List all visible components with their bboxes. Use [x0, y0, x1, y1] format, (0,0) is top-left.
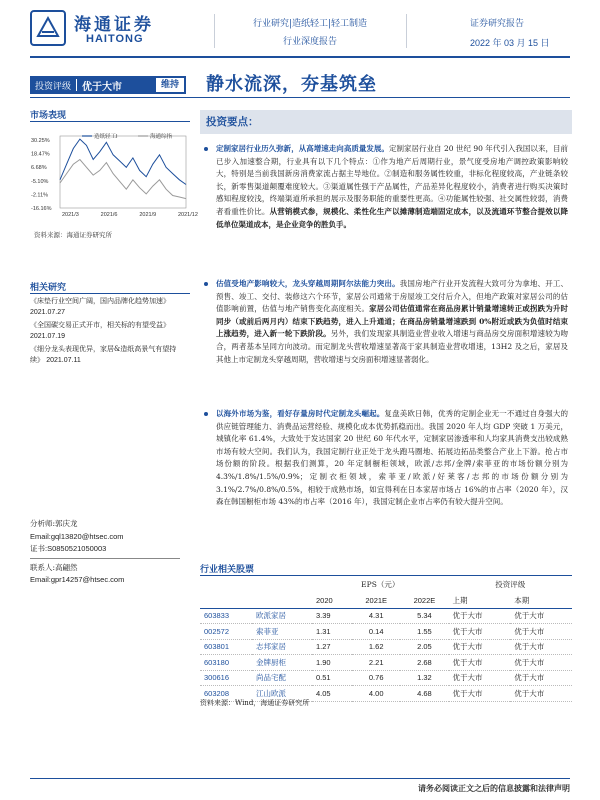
y-tick-label: -2.11%	[31, 192, 49, 199]
stock-name[interactable]: 索菲亚	[256, 626, 279, 636]
prev-rating: 优于大市	[452, 626, 483, 636]
year-header: 2020	[312, 593, 352, 609]
related-item-date: 2021.07.19	[30, 333, 66, 340]
rating-value: 优于大市	[82, 81, 123, 93]
haitong-logo-icon	[30, 10, 66, 46]
contact-name: 联系人:高翩然	[30, 562, 78, 572]
x-tick-label: 2021/3	[62, 212, 79, 218]
y-tick-label: -16.16%	[31, 206, 52, 212]
table-row	[200, 608, 572, 624]
related-heading: 相关研究	[30, 283, 67, 293]
eps-2022e: 1.55	[417, 626, 432, 636]
curr-rating-header: 本期	[510, 593, 572, 609]
prev-rating: 优于大市	[452, 673, 483, 683]
eps-2020: 1.31	[316, 626, 331, 636]
related-stocks-table	[200, 577, 572, 702]
prev-rating: 优于大市	[452, 657, 483, 667]
table-header-row	[200, 577, 572, 593]
eps-2020: 1.90	[316, 657, 331, 667]
related-item-date: 2021.07.27	[30, 309, 66, 316]
industry-path: 行业研究|造纸轻工|轻工制造	[252, 19, 368, 29]
contact-email[interactable]: Email:gpr14257@htsec.com	[30, 575, 125, 584]
disclaimer-text: 请务必阅读正文之后的信息披露和法律声明	[418, 783, 570, 793]
stock-code[interactable]: 603208	[204, 688, 230, 698]
rating-status: 维持	[156, 78, 184, 92]
investment-rating-bar	[30, 76, 186, 94]
stock-name[interactable]: 志邦家居	[256, 642, 286, 652]
related-item-title[interactable]: 《床垫行业空间广阔，国内品牌化趋势加速》	[30, 297, 170, 305]
series-line-1	[60, 139, 186, 184]
eps-2022e: 5.34	[417, 611, 432, 621]
haitong-logo	[30, 8, 180, 50]
key-point-1	[204, 143, 568, 231]
curr-rating: 优于大市	[514, 673, 545, 683]
report-date: 2022 年 03 月 15 日	[470, 38, 550, 48]
y-tick-label: -5.10%	[31, 178, 49, 185]
key-point-3	[204, 408, 568, 509]
eps-2020: 1.27	[316, 642, 331, 652]
header-divider	[214, 14, 215, 48]
analyst-info	[30, 518, 190, 587]
eps-column-header: EPS（元）	[361, 580, 400, 590]
curr-rating: 优于大市	[514, 626, 545, 636]
curr-rating: 优于大市	[514, 657, 545, 667]
title-rule	[30, 97, 570, 98]
report-label: 证券研究报告	[470, 19, 525, 29]
stock-code[interactable]: 603833	[204, 611, 230, 621]
related-heading-rule	[30, 293, 190, 294]
eps-2021e: 2.21	[368, 657, 384, 667]
market-chart-svg	[30, 130, 198, 220]
y-tick-label: 18.47%	[31, 151, 50, 158]
page-header	[0, 0, 600, 58]
key-point-text: 复盘美欧日韩，优秀的定制企业无一不通过自身强大的供应链管理能力、消费品运营经验、规模化成本优势抓稳而出。我国 2020 年人均 GDP 突破 1 万美元，城镇化率 61.4%，大致处于发达国家 20 世纪 60 年代水平，定制家居渗透率和人均家具消费支出较成熟市场有较大空间。我们认为，我国定制行业正处于龙头跑马圈地、拓展边拓品类整合产业上下游。抢占市场份额的阶段。根据我们测算，20 年定制橱柜领域，欧派/志邦/金牌/索菲亚的市场份额分别为 4.3%/1.8%/1.5%/0.9%；定制衣柜领域，索菲亚/欧派/好莱客/志邦的市场份额分别为 3.1%/2.7%/0.8%/0.5%，相较于成熟市场，如宜得利在日本家居市场占 16%的市占率（2020 年），汉森在韩国橱柜市场 43%的市占率（2016 年），我国定制企业市占率仍有较大提升空间。	[216, 409, 568, 507]
key-point-text: 另外，我们发现家具制造业营业收入增速与商品房交房面积增速较为吻合，两者基本呈同方向波动。而定制龙头营收增速显著高于家具制造业营收增速，13H2 及之后，家居及其他上市定制龙头穿越周期，营收增速与交房面积增速显著弱化。	[216, 329, 569, 364]
key-point-text: 我国房地产行业开发流程大致可分为拿地、开工、预售、竣工、交付、装修这六个环节，家居公司通常于房屋竣工交付后介入，但地产政策对家居公司的估值影响前置，估值与地产销售变化高度相关。	[216, 279, 568, 314]
eps-2021e: 1.62	[368, 642, 384, 652]
key-point-bold: 从营销模式参，规模化、柔性化生产以摊薄制造端固定成本，以及流通环节整合提效以降低单位渠道成本，是企业竞争的胜负手。	[216, 206, 569, 229]
table-subheader-row	[200, 593, 572, 609]
eps-2020: 4.05	[316, 688, 331, 698]
logo-chinese-name: 海通证券	[74, 15, 154, 35]
key-point-text: 定制家居行业自 20 世纪 90 年代引入我国以来，目前已步入加速整合期，行业具有以下几个特点：①作为地产后周期行业，景气度受房地产调控政策影响较大，特别是当前我国新房消费家流占据主导地位。②制造和服务属性较重，非标化程度较高，产业链条较长，新零售渠道颠覆难度较大。③渠道属性强于产品属性，产品差异化程度较小，消费者进行购买决策时感知程度较浅，终端渠道所承担的展示及服务职能的重要性更高。④功能属性较强、社交属性较弱，消费者看重性价比。	[216, 144, 568, 216]
eps-2021e: 0.76	[368, 673, 384, 683]
rating-column-header: 投资评级	[495, 580, 526, 590]
header-rule	[30, 56, 570, 58]
legend-label: 海通综指	[150, 134, 173, 140]
year-header: 2022E	[400, 593, 448, 609]
curr-rating: 优于大市	[514, 642, 545, 652]
market-performance-chart	[30, 130, 198, 220]
eps-2020: 0.51	[316, 673, 331, 683]
table-row	[200, 670, 572, 686]
prev-rating: 优于大市	[452, 642, 483, 652]
related-item[interactable]	[30, 344, 190, 366]
stock-code[interactable]: 603801	[204, 642, 230, 652]
eps-2022e: 2.68	[417, 657, 432, 667]
prev-rating: 优于大市	[452, 611, 483, 621]
stock-name[interactable]: 江山欧派	[256, 688, 286, 698]
x-tick-label: 2021/12	[178, 212, 198, 218]
eps-2021e: 4.00	[368, 688, 384, 698]
logo-english-name: HAITONG	[86, 33, 144, 45]
stock-code[interactable]: 603180	[204, 657, 230, 667]
key-point-2	[204, 278, 568, 366]
x-tick-label: 2021/9	[139, 212, 157, 218]
related-item-date: 2021.07.11	[46, 357, 81, 364]
table-row	[200, 639, 572, 655]
eps-2022e: 1.32	[417, 673, 432, 683]
analyst-divider	[30, 558, 180, 559]
y-tick-label: 30.25%	[31, 138, 50, 144]
related-item[interactable]	[30, 320, 190, 342]
legend-label: 造纸轻工I	[94, 134, 118, 140]
eps-2021e: 4.31	[368, 611, 384, 621]
stock-code[interactable]: 300616	[204, 673, 230, 683]
related-item-title[interactable]: 《全国碳交易正式开市，相关标的有望受益》	[30, 321, 170, 329]
table-row	[200, 624, 572, 640]
bullet-icon	[204, 147, 208, 151]
key-point-headline: 估值受地产影响较大，龙头穿越周期阿尔法能力突出。	[216, 279, 400, 288]
key-point-headline: 以海外市场为鉴，看好存量房时代定制龙头崛起。	[216, 409, 385, 418]
market-heading-rule	[30, 121, 190, 122]
chart-frame	[60, 136, 186, 208]
stocks-heading-rule	[200, 575, 572, 576]
report-title: 静水流深，夯基筑垒	[206, 74, 377, 95]
bullet-icon	[204, 412, 208, 416]
y-tick-label: 6.68%	[31, 165, 47, 172]
eps-2021e: 0.14	[368, 626, 384, 636]
x-tick-label: 2021/6	[100, 212, 118, 218]
key-point-headline: 定制家居行业历久弥新，从高增速走向高质量发展。	[216, 144, 389, 153]
eps-2020: 3.39	[316, 611, 331, 621]
stock-code[interactable]: 002572	[204, 626, 230, 636]
header-divider	[406, 14, 407, 48]
footer-rule	[30, 778, 570, 779]
eps-2022e: 4.68	[417, 688, 432, 698]
curr-rating: 优于大市	[514, 688, 545, 698]
stocks-heading: 行业相关股票	[200, 565, 255, 575]
analyst-email[interactable]: Email:gql13820@htsec.com	[30, 531, 124, 541]
bullet-icon	[204, 282, 208, 286]
year-header: 2021E	[352, 593, 400, 609]
key-point-bold: 家居公司估值通常在商品房累计销量增速转正或拐跌为升时同步（或前后两月内）结束下跌趋势，进入上升通道；在商品房销量增速跌到 0%附近或跌为负值时结束上涨趋势，进入新一轮下跌阶段。	[216, 304, 569, 339]
stock-name[interactable]: 金牌厨柜	[256, 657, 286, 667]
eps-2022e: 2.05	[417, 642, 432, 652]
stock-name[interactable]: 尚品宅配	[256, 673, 286, 683]
market-heading: 市场表现	[30, 111, 67, 121]
prev-rating-header: 上期	[449, 593, 511, 609]
key-points-heading: 投资要点：	[206, 116, 259, 128]
related-item[interactable]	[30, 296, 190, 318]
related-item-title[interactable]: 《细分龙头表现优异，家居&造纸高景气有望持续》	[30, 345, 177, 364]
rating-label: 投资评级	[35, 81, 72, 92]
table-source: 资料来源：Wind，海通证券研究所	[200, 699, 310, 707]
report-type: 行业深度报告	[282, 37, 337, 47]
analyst-certificate: 证书:S0850521050003	[30, 544, 107, 553]
table-row	[200, 655, 572, 671]
stock-name[interactable]: 欧派家居	[256, 611, 286, 621]
series-line-2	[60, 160, 186, 199]
analyst-name: 分析师:郭庆龙	[30, 519, 78, 528]
curr-rating: 优于大市	[514, 611, 545, 621]
related-research-list	[30, 296, 190, 368]
prev-rating: 优于大市	[452, 688, 483, 698]
chart-source: 资料来源：海通证券研究所	[34, 231, 112, 239]
